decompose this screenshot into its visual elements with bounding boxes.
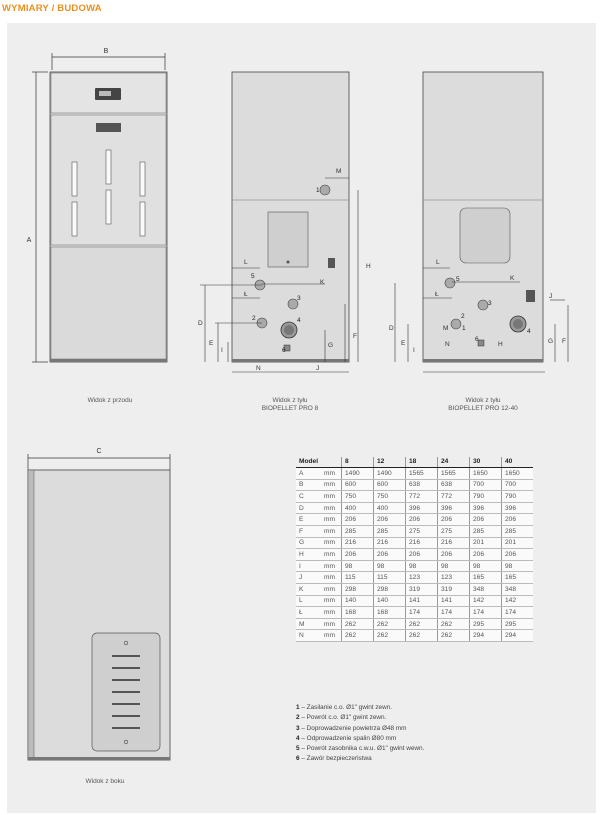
- table-row-unit: mm: [318, 583, 342, 595]
- legend-item-number: 6: [296, 755, 300, 763]
- table-row-label: B: [296, 479, 318, 491]
- table-header-row: [296, 457, 533, 468]
- table-cell: 216: [438, 537, 470, 549]
- page-title: WYMIARY / BUDOWA: [2, 3, 102, 14]
- table-cell: 638: [438, 479, 470, 491]
- table-header-col: 12: [374, 457, 406, 468]
- table-cell: 206: [342, 514, 374, 526]
- table-cell: 396: [406, 502, 438, 514]
- connection-label-2: 2: [252, 315, 256, 322]
- table-cell: 750: [374, 491, 406, 503]
- legend-item-text: – Powrót c.o. Ø1" gwint zewn.: [299, 714, 387, 722]
- connection-label-1: 1: [316, 187, 320, 194]
- connection-label-6: 6: [282, 347, 286, 354]
- table-header-col: 18: [406, 457, 438, 468]
- dimension-label-j-2: J: [549, 293, 553, 300]
- legend-item: [296, 754, 424, 764]
- table-row: [296, 502, 533, 514]
- rear-view-pro8-caption-line1: Widok z tyłu: [272, 397, 308, 404]
- connection-label-4: 4: [297, 317, 301, 324]
- legend-item-number: 4: [296, 734, 300, 742]
- table-cell: 275: [438, 525, 470, 537]
- table-cell: 772: [438, 491, 470, 503]
- table-cell: 206: [342, 549, 374, 561]
- table-cell: 1565: [438, 468, 470, 480]
- table-row: [296, 595, 533, 607]
- dimension-label-k: K: [320, 279, 325, 286]
- table-cell: 285: [502, 525, 534, 537]
- table-cell: 295: [502, 618, 534, 630]
- table-row: [296, 537, 533, 549]
- table-cell: 285: [470, 525, 502, 537]
- table-cell: 206: [502, 549, 534, 561]
- table-cell: 98: [438, 560, 470, 572]
- table-cell: 98: [406, 560, 438, 572]
- connection-label-3-2: 3: [488, 300, 492, 307]
- table-header-col: 24: [438, 457, 470, 468]
- table-cell: 1490: [342, 468, 374, 480]
- table-cell: 348: [502, 583, 534, 595]
- dimension-label-d: D: [198, 320, 203, 327]
- table-row-unit: mm: [318, 572, 342, 584]
- table-row-label: J: [296, 572, 318, 584]
- table-cell: 115: [342, 572, 374, 584]
- table-cell: 168: [374, 607, 406, 619]
- table-cell: 262: [438, 618, 470, 630]
- table-row-label: I: [296, 560, 318, 572]
- legend-item-number: 2: [296, 714, 300, 722]
- table-cell: 285: [342, 525, 374, 537]
- table-cell: 750: [342, 491, 374, 503]
- table-cell: 1650: [470, 468, 502, 480]
- table-row-label: G: [296, 537, 318, 549]
- table-row: [296, 630, 533, 642]
- dimension-label-n: N: [256, 365, 261, 372]
- table-cell: 174: [502, 607, 534, 619]
- legend-item-text: – Zawór bezpieczeństwa: [299, 755, 372, 763]
- table-row-unit: mm: [318, 560, 342, 572]
- front-view-caption: Widok z przodu: [87, 397, 133, 404]
- table-cell: 206: [502, 514, 534, 526]
- table-cell: 396: [470, 502, 502, 514]
- table-row-unit: mm: [318, 502, 342, 514]
- dimensions-table: [296, 457, 533, 642]
- dimension-label-c: C: [96, 448, 102, 455]
- legend-item: [296, 713, 424, 723]
- rear-view-pro12-caption-line2: BIOPELLET PRO 12-40: [448, 405, 518, 412]
- dimension-label-e: E: [209, 340, 214, 347]
- legend-item-text: – Powrót zasobnika c.w.u. Ø1" gwint wewn.: [299, 745, 425, 753]
- legend-item: [296, 734, 424, 744]
- legend-item-text: – Zasilanie c.o. Ø1" gwint zewn.: [299, 704, 393, 711]
- dimension-label-n-2: N: [445, 341, 450, 348]
- table-row-unit: mm: [318, 468, 342, 480]
- table-cell: 298: [342, 583, 374, 595]
- table-cell: 142: [470, 595, 502, 607]
- connection-label-2-2: 2: [461, 313, 465, 320]
- table-row-unit: mm: [318, 630, 342, 642]
- dimension-label-b: B: [103, 48, 109, 55]
- connection-label-5-2: 5: [456, 276, 460, 283]
- table-cell: 1650: [502, 468, 534, 480]
- table-header-col: 30: [470, 457, 502, 468]
- table-header-col: 40: [502, 457, 534, 468]
- side-view-caption: Widok z boku: [85, 778, 125, 785]
- table-row: [296, 583, 533, 595]
- table-row-unit: mm: [318, 549, 342, 561]
- table-row: [296, 618, 533, 630]
- table-row-label: H: [296, 549, 318, 561]
- table-row-unit: mm: [318, 514, 342, 526]
- table-cell: 294: [502, 630, 534, 642]
- table-row-label: Ł: [296, 607, 318, 619]
- table-cell: 1490: [374, 468, 406, 480]
- legend-item: [296, 703, 424, 713]
- legend-item: [296, 744, 424, 754]
- table-cell: 206: [438, 514, 470, 526]
- table-row: [296, 607, 533, 619]
- legend-item-number: 5: [296, 745, 300, 753]
- table-cell: 790: [470, 491, 502, 503]
- legend-item-number: 3: [296, 724, 300, 732]
- dimension-label-h: H: [366, 263, 371, 270]
- table-cell: 206: [470, 549, 502, 561]
- table-cell: 294: [470, 630, 502, 642]
- dimension-label-e-2: E: [401, 340, 406, 347]
- table-cell: 600: [342, 479, 374, 491]
- table-cell: 165: [470, 572, 502, 584]
- table-cell: 262: [406, 630, 438, 642]
- table-row: [296, 468, 533, 480]
- legend-item-text: – Odprowadzenie spalin Ø80 mm: [299, 734, 397, 742]
- table-cell: 396: [438, 502, 470, 514]
- table-cell: 141: [406, 595, 438, 607]
- dimension-label-g-2: G: [548, 338, 554, 345]
- rear-view-pro12-caption-line1: Widok z tyłu: [465, 397, 501, 404]
- dimension-label-l: L: [244, 259, 248, 266]
- table-cell: 174: [438, 607, 470, 619]
- rear-view-pro8-caption-line2: BIOPELLET PRO 8: [261, 405, 319, 412]
- table-row: [296, 572, 533, 584]
- dimension-label-g: G: [328, 342, 334, 349]
- table-cell: 262: [406, 618, 438, 630]
- table-cell: 396: [502, 502, 534, 514]
- table-cell: 400: [342, 502, 374, 514]
- connection-label-4-2: 4: [527, 328, 531, 335]
- table-cell: 123: [406, 572, 438, 584]
- table-cell: 285: [374, 525, 406, 537]
- table-row: [296, 491, 533, 503]
- dimension-label-m-2: M: [443, 325, 449, 332]
- table-row-unit: mm: [318, 479, 342, 491]
- table-cell: 98: [470, 560, 502, 572]
- table-row: [296, 560, 533, 572]
- table-cell: 140: [374, 595, 406, 607]
- table-cell: 790: [502, 491, 534, 503]
- table-cell: 1565: [406, 468, 438, 480]
- table-row-label: A: [296, 468, 318, 480]
- dimension-label-h-2: H: [498, 341, 503, 348]
- table-cell: 295: [470, 618, 502, 630]
- dimension-label-a: A: [26, 237, 32, 244]
- dimension-label-m: M: [336, 168, 342, 175]
- table-row-label: K: [296, 583, 318, 595]
- table-row-label: E: [296, 514, 318, 526]
- table-row: [296, 549, 533, 561]
- dimension-label-f-2: F: [562, 338, 566, 345]
- table-cell: 700: [470, 479, 502, 491]
- table-cell: 141: [438, 595, 470, 607]
- dimension-label-i: I: [221, 347, 223, 354]
- table-row-unit: mm: [318, 618, 342, 630]
- connections-legend: [296, 703, 424, 765]
- table-cell: 600: [374, 479, 406, 491]
- table-row-label: N: [296, 630, 318, 642]
- table-cell: 262: [438, 630, 470, 642]
- table-cell: 275: [406, 525, 438, 537]
- table-cell: 115: [374, 572, 406, 584]
- table-cell: 206: [374, 549, 406, 561]
- table-header-model: Model: [296, 457, 342, 468]
- table-cell: 140: [342, 595, 374, 607]
- table-cell: 772: [406, 491, 438, 503]
- dimension-label-d-2: D: [389, 325, 394, 332]
- table-cell: 216: [406, 537, 438, 549]
- table-row-label: F: [296, 525, 318, 537]
- table-cell: 201: [502, 537, 534, 549]
- table-row-unit: mm: [318, 537, 342, 549]
- legend-item-text: – Doprowadzenie powietrza Ø48 mm: [299, 724, 407, 732]
- table-cell: 165: [502, 572, 534, 584]
- table-row: [296, 514, 533, 526]
- table-cell: 638: [406, 479, 438, 491]
- dimension-label-f: F: [353, 333, 357, 340]
- table-cell: 206: [470, 514, 502, 526]
- table-cell: 262: [374, 630, 406, 642]
- table-cell: 206: [374, 514, 406, 526]
- dimension-label-k-2: K: [510, 275, 515, 282]
- connection-label-1-2: 1: [462, 325, 466, 332]
- table-cell: 174: [406, 607, 438, 619]
- table-cell: 168: [342, 607, 374, 619]
- table-cell: 319: [406, 583, 438, 595]
- table-cell: 123: [438, 572, 470, 584]
- table-row-label: D: [296, 502, 318, 514]
- table-cell: 262: [374, 618, 406, 630]
- table-row-unit: mm: [318, 595, 342, 607]
- table-row-unit: mm: [318, 491, 342, 503]
- table-cell: 206: [438, 549, 470, 561]
- dimension-label-l-stroke: Ł: [244, 291, 248, 298]
- table-row-label: M: [296, 618, 318, 630]
- table-cell: 98: [342, 560, 374, 572]
- table-cell: 206: [406, 549, 438, 561]
- table-cell: 262: [342, 618, 374, 630]
- table-cell: 348: [470, 583, 502, 595]
- table-cell: 98: [502, 560, 534, 572]
- table-cell: 206: [406, 514, 438, 526]
- table-row-unit: mm: [318, 525, 342, 537]
- table-cell: 174: [470, 607, 502, 619]
- legend-item: [296, 724, 424, 734]
- table-cell: 98: [374, 560, 406, 572]
- table-cell: 142: [502, 595, 534, 607]
- table-row-unit: mm: [318, 607, 342, 619]
- table-cell: 319: [438, 583, 470, 595]
- legend-item-number: 1: [296, 704, 300, 711]
- table-cell: 201: [470, 537, 502, 549]
- connection-label-3: 3: [297, 295, 301, 302]
- table-header-col: 8: [342, 457, 374, 468]
- dimension-label-i-2: I: [413, 347, 415, 354]
- dimension-label-l-stroke-2: Ł: [435, 291, 439, 298]
- table-cell: 298: [374, 583, 406, 595]
- table-row-label: C: [296, 491, 318, 503]
- table-row: [296, 525, 533, 537]
- dimension-label-l-2: L: [436, 259, 440, 266]
- table-cell: 262: [342, 630, 374, 642]
- table-row: [296, 479, 533, 491]
- table-cell: 216: [374, 537, 406, 549]
- table-cell: 400: [374, 502, 406, 514]
- dimension-label-j: J: [316, 365, 320, 372]
- connection-label-5: 5: [251, 273, 255, 280]
- table-cell: 216: [342, 537, 374, 549]
- table-cell: 700: [502, 479, 534, 491]
- connection-label-6-2: 6: [475, 336, 479, 343]
- table-row-label: L: [296, 595, 318, 607]
